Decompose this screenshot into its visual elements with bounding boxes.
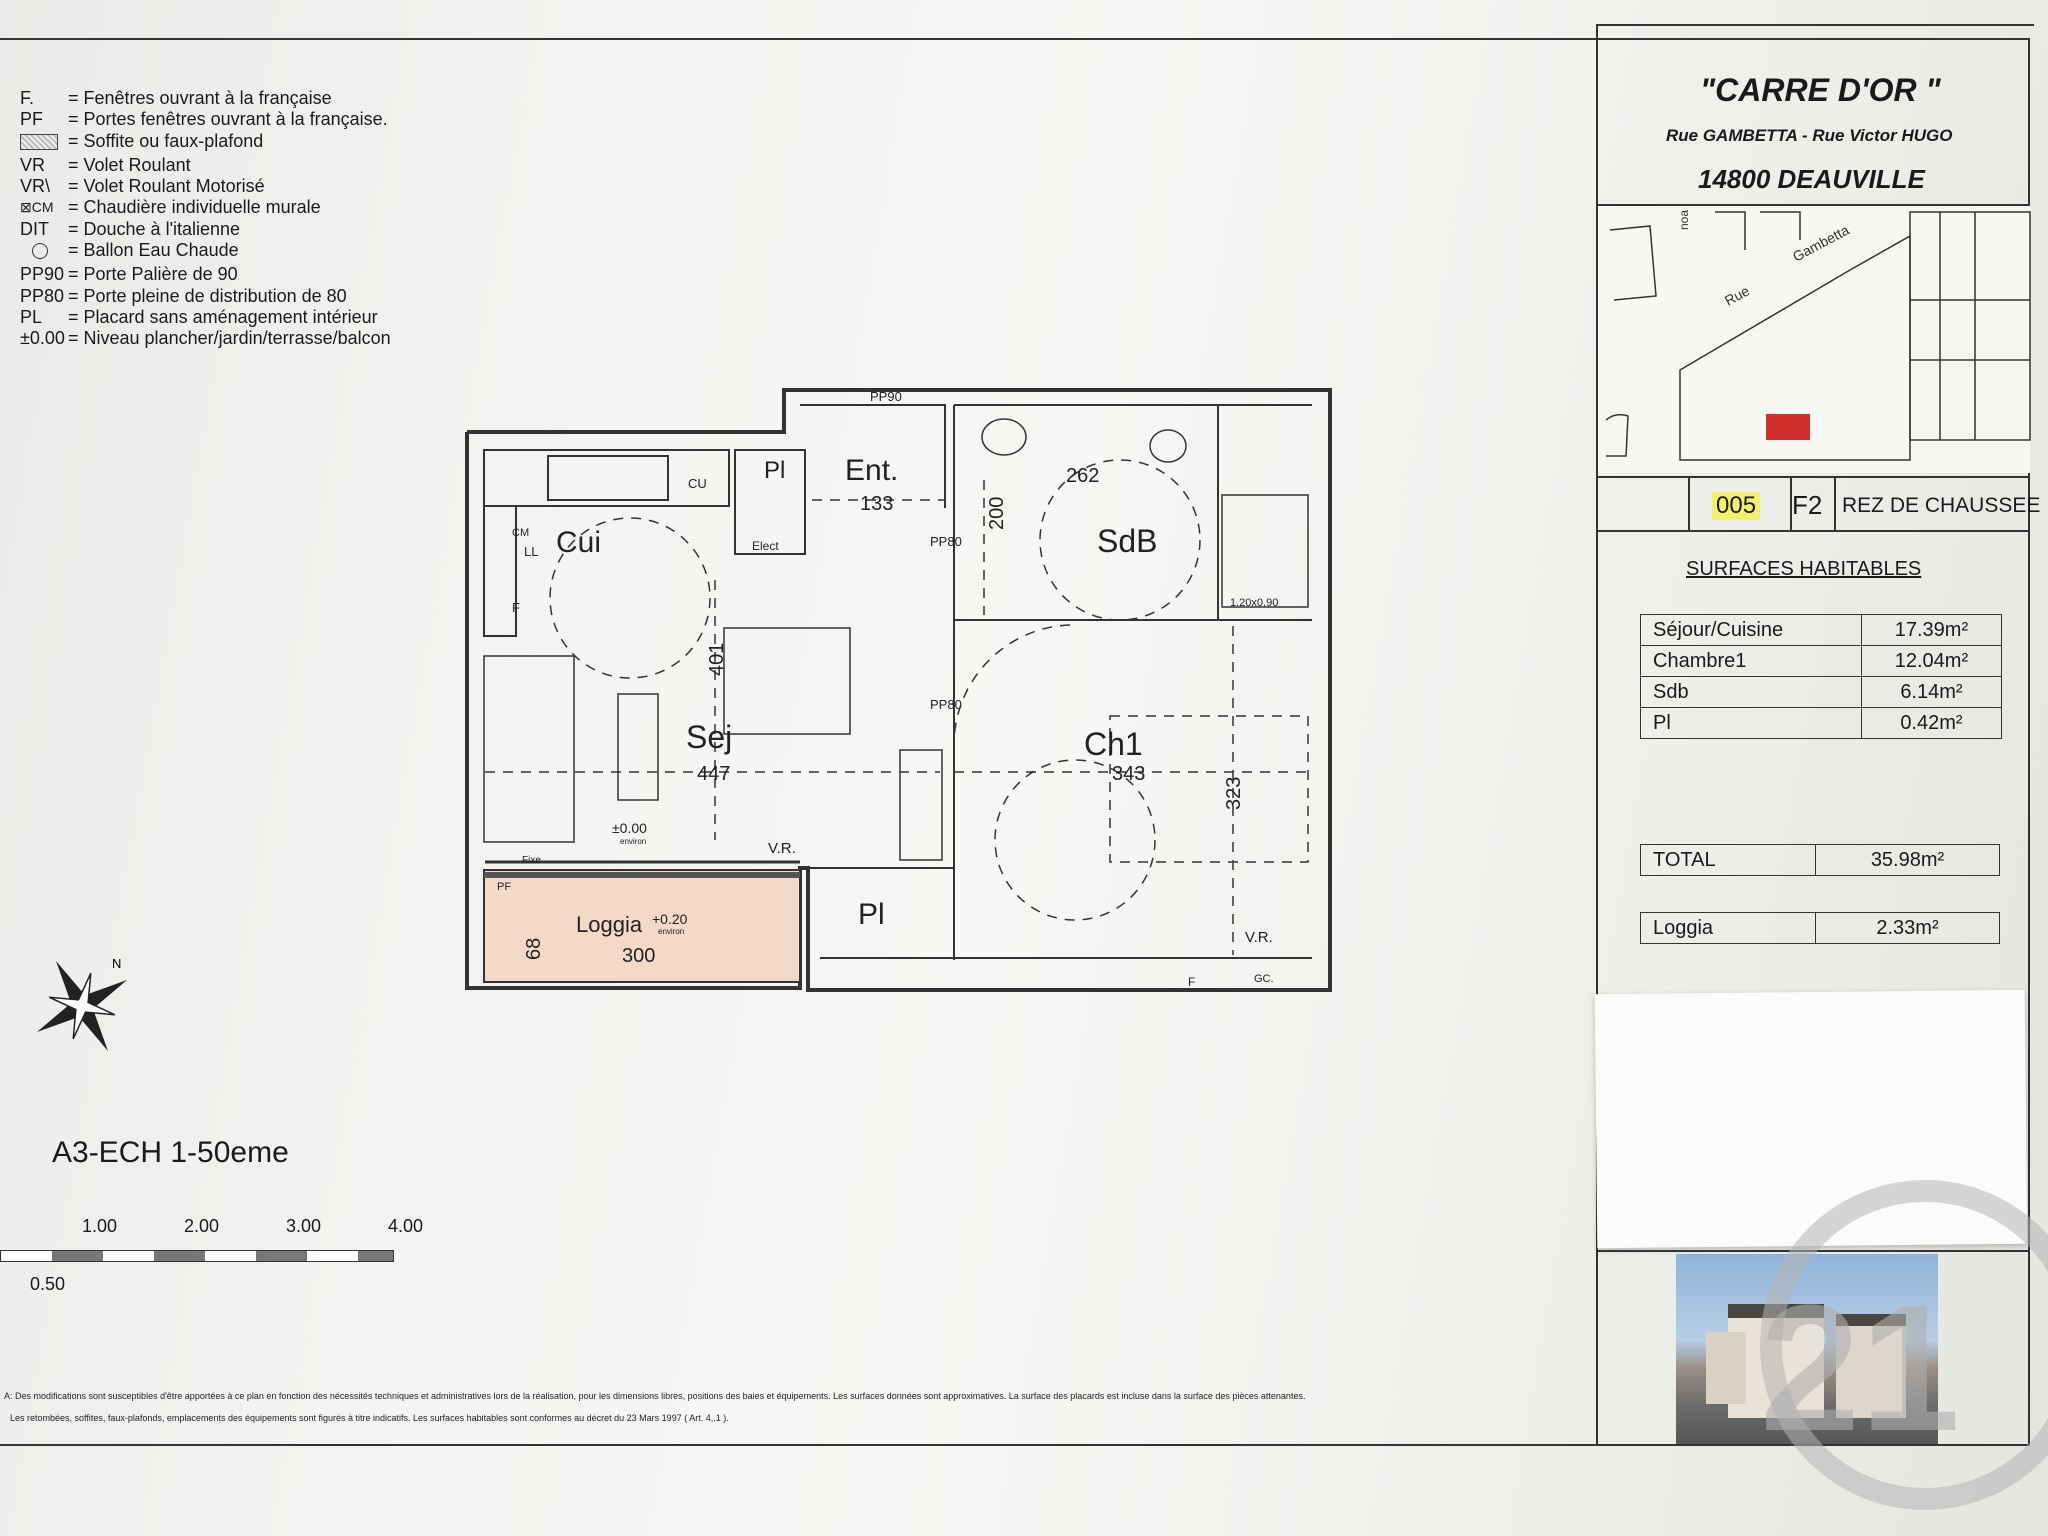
- room-label-cui: Cui: [556, 526, 602, 559]
- wc: [1150, 430, 1186, 462]
- table-row: [1641, 913, 2000, 944]
- plan-label: GC.: [1254, 973, 1274, 985]
- map-street-label: noa: [1677, 209, 1691, 230]
- legend-code: VR\: [20, 176, 51, 197]
- compass-icon: [11, 935, 153, 1077]
- table-row: [1641, 708, 2002, 739]
- plan-label: 1.20x0.90: [1230, 597, 1279, 609]
- legend-code: ±0.00: [20, 328, 65, 349]
- legend-desc: = Niveau plancher/jardin/terrasse/balcon: [68, 328, 391, 349]
- legend-code: DIT: [20, 218, 49, 239]
- table-row: [1641, 646, 2002, 677]
- room-name: Chambre1: [1641, 646, 1862, 677]
- plan-label: CU: [688, 476, 707, 491]
- scale-tick: 1.00: [82, 1216, 118, 1236]
- room-name: Pl: [1641, 708, 1862, 739]
- room-label-sdb: SdB: [1097, 523, 1158, 559]
- legend-code: F.: [20, 88, 35, 108]
- dim-label: 343: [1112, 763, 1146, 785]
- legend-desc: = Ballon Eau Chaude: [68, 240, 239, 261]
- room-area: 12.04m²: [1861, 646, 2001, 677]
- lot-cell: [1688, 476, 1792, 530]
- wardrobe: [900, 750, 942, 860]
- legend-code: VR: [20, 154, 46, 175]
- dim-label: 262: [1066, 465, 1100, 487]
- dim-label: 401: [706, 642, 728, 676]
- legend-desc: = Portes fenêtres ouvrant à la française.: [68, 109, 388, 130]
- dim-label: 68: [523, 937, 545, 960]
- lot-highlight: [1766, 414, 1810, 440]
- plan-label: F: [1188, 975, 1196, 989]
- c21-watermark-text: 21: [1760, 1268, 1961, 1469]
- surfaces-table: [1640, 614, 2002, 739]
- legend-code: PF: [20, 109, 44, 130]
- disclaimer-note: Les retombées, soffites, faux-plafonds, emplacements des équipements sont figurés à titre indicatifs. Les surfaces habitables sont conformes au décret du 23 Mars 1997 ( Art. 4,.1 ).: [10, 1413, 729, 1423]
- scale-tick: 3.00: [286, 1216, 322, 1236]
- total-area: 35.98m²: [1816, 845, 2000, 876]
- legend-desc: = Douche à l'italienne: [68, 218, 241, 239]
- level-marker: environ: [658, 927, 685, 936]
- project-city: 14800 DEAUVILLE: [1698, 164, 1925, 194]
- table-row: [1641, 615, 2002, 646]
- table-row: [1641, 845, 2000, 876]
- room-label-ch1: Ch1: [1084, 726, 1143, 762]
- project-name: "CARRE D'OR ": [1700, 72, 1941, 108]
- plan-label: V.R.: [768, 840, 796, 857]
- legend-code: PL: [20, 306, 43, 327]
- loggia-table: [1640, 912, 2000, 944]
- door-swing: [954, 625, 1070, 745]
- level-marker: +0.20: [652, 911, 688, 927]
- plan-label: Elect: [752, 539, 779, 553]
- map-street-label: Gambetta: [1789, 221, 1852, 265]
- surfaces-title: SURFACES HABITABLES: [1686, 558, 1922, 580]
- plan-label: PP80: [930, 534, 962, 549]
- room-area: 17.39m²: [1861, 615, 2001, 646]
- dim-label: 200: [986, 496, 1008, 530]
- plan-label: PF: [497, 881, 512, 893]
- dining-table: [724, 628, 850, 734]
- dim-label: 447: [697, 763, 731, 785]
- plan-label: Fixe: [522, 855, 541, 866]
- map-street-label: Rue: [1721, 282, 1753, 309]
- plan-label: PP80: [930, 697, 962, 712]
- plan-label: V.R.: [1245, 929, 1273, 946]
- scale-bar: [0, 1250, 394, 1262]
- plan-label: PP90: [870, 389, 902, 404]
- room-area: 0.42m²: [1861, 708, 2001, 739]
- plan-label: LL: [524, 544, 539, 559]
- room-name: Séjour/Cuisine: [1641, 615, 1862, 646]
- legend-desc: = Soffite ou faux-plafond: [68, 130, 264, 151]
- apartment-type: F2: [1792, 490, 1823, 520]
- level-cell: [1834, 476, 1836, 530]
- loggia-label: Loggia: [1641, 913, 1816, 944]
- room-label-sej: Sej: [686, 719, 733, 755]
- room-name: Sdb: [1641, 677, 1862, 708]
- total-label: TOTAL: [1641, 845, 1816, 876]
- legend-desc: = Placard sans aménagement intérieur: [68, 306, 378, 327]
- scale-tick: 2.00: [184, 1216, 220, 1236]
- dim-label: 323: [1223, 776, 1245, 810]
- loggia-area: 2.33m²: [1816, 913, 2000, 944]
- disclaimer-note: A: Des modifications sont susceptibles d'être apportées à ce plan en fonction des nécessités techniques et administratives lors de la réalisation, pour les dimensions libres, positions des baies et équipements. Les surfaces données sont approximatives. La surface des placards est incluse dans la surface des pièces attenantes.: [4, 1391, 1306, 1401]
- compass-north: N: [112, 956, 122, 971]
- scale-tick: 4.00: [388, 1216, 424, 1236]
- legend-desc: = Porte pleine de distribution de 80: [68, 285, 347, 306]
- total-table: [1640, 844, 2000, 876]
- room-label-pl: Pl: [858, 898, 885, 931]
- scale-tick: 0.50: [30, 1274, 66, 1294]
- room-label-loggia: Loggia: [576, 912, 643, 937]
- room-area: 6.14m²: [1861, 677, 2001, 708]
- title-block-divider: [1598, 204, 2030, 206]
- legend-code: ⊠CM: [20, 199, 54, 216]
- legend-code: PP90: [20, 264, 65, 285]
- level-marker: environ: [620, 837, 647, 846]
- location-map: [1598, 205, 2030, 473]
- level-marker: ±0.00: [612, 820, 647, 836]
- project-streets: Rue GAMBETTA - Rue Victor HUGO: [1666, 126, 1953, 145]
- legend-code: PP80: [20, 285, 65, 306]
- dim-label: 300: [622, 945, 656, 967]
- coffee-table: [618, 694, 658, 800]
- dim-label: 133: [860, 493, 894, 515]
- plan-label: F: [512, 600, 520, 615]
- apartment-level: REZ DE CHAUSSEE: [1842, 494, 2041, 517]
- sink: [548, 456, 668, 500]
- washbasin: [982, 419, 1026, 455]
- sofa: [484, 656, 574, 842]
- kitchen-side: [484, 506, 516, 636]
- plan-label: Pl: [764, 457, 786, 484]
- lot-number: 005: [1712, 492, 1760, 520]
- scale-title: A3-ECH 1-50eme: [52, 1136, 289, 1169]
- room-label-ent: Ent.: [845, 454, 899, 487]
- legend-desc: = Porte Palière de 90: [68, 264, 238, 285]
- legend-desc: = Volet Roulant: [68, 154, 191, 175]
- legend-desc: = Volet Roulant Motorisé: [68, 176, 265, 197]
- plan-label: CM: [512, 527, 530, 539]
- table-row: [1641, 677, 2002, 708]
- shower-tray: [1222, 495, 1308, 607]
- legend-desc: = Chaudière individuelle murale: [68, 197, 321, 218]
- legend-desc: = Fenêtres ouvrant à la française: [68, 88, 332, 108]
